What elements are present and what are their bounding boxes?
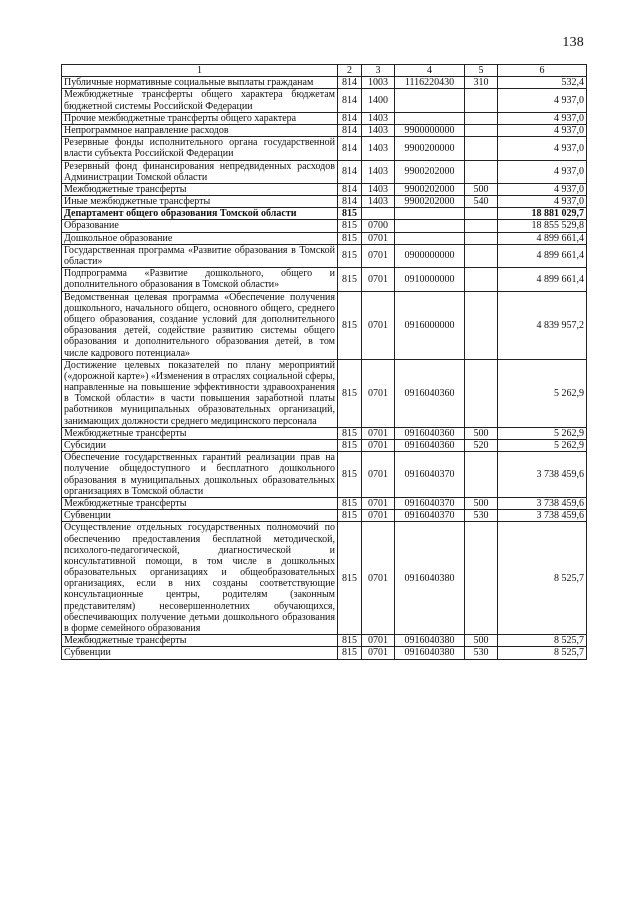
table-row	[62, 137, 587, 160]
row-expense-type-cell: 500	[465, 183, 498, 195]
row-gr-cell: 815	[338, 440, 362, 452]
row-expense-type-cell	[465, 160, 498, 183]
table-row	[62, 497, 587, 509]
row-expense-type-cell: 540	[465, 196, 498, 208]
row-amount-cell: 5 262,9	[498, 359, 587, 427]
row-expense-type-cell: 530	[465, 647, 498, 659]
row-section-cell: 0700	[362, 220, 395, 232]
row-target-cell	[395, 89, 465, 112]
row-target-cell: 1116220430	[395, 77, 465, 89]
row-gr-cell: 814	[338, 183, 362, 195]
row-target-cell: 0900000000	[395, 244, 465, 267]
row-gr-cell: 815	[338, 220, 362, 232]
table-row	[62, 232, 587, 244]
row-name-cell: Межбюджетные трансферты	[62, 497, 338, 509]
column-header-expense-type: 5	[465, 65, 498, 77]
row-amount-cell: 4 937,0	[498, 160, 587, 183]
row-amount-cell: 4 899 661,4	[498, 244, 587, 267]
row-target-cell: 9900202000	[395, 196, 465, 208]
row-gr-cell: 815	[338, 647, 362, 659]
table-row	[62, 510, 587, 522]
row-gr-cell: 815	[338, 497, 362, 509]
column-header-target: 4	[395, 65, 465, 77]
row-target-cell	[395, 208, 465, 220]
row-gr-cell: 815	[338, 291, 362, 359]
table-body	[62, 77, 587, 659]
table-row	[62, 124, 587, 136]
row-expense-type-cell	[465, 452, 498, 498]
row-gr-cell: 815	[338, 510, 362, 522]
row-expense-type-cell: 310	[465, 77, 498, 89]
row-amount-cell: 3 738 459,6	[498, 497, 587, 509]
row-name-cell: Подпрограмма «Развитие дошкольного, общего и дополнительного образования в Томской области»	[62, 268, 338, 291]
row-amount-cell: 4 937,0	[498, 112, 587, 124]
row-name-cell: Осуществление отдельных государственных полномочий по обеспечению предоставления бесплатной методической, психолого-педагогической, диагностической и консультативной помощи, в том числе в дошкольных образовательных организациях и общеобразовательных организациях, если в них созданы соответствующие консультационные центры, родителям (законным представителям) несовершеннолетних обучающихся, обеспечивающих получение детьми дошкольного образования в форме семейного образования	[62, 522, 338, 635]
row-name-cell: Межбюджетные трансферты общего характера бюджетам бюджетной системы Российской Федерации	[62, 89, 338, 112]
row-name-cell: Государственная программа «Развитие образования в Томской области»	[62, 244, 338, 267]
row-gr-cell: 815	[338, 244, 362, 267]
row-expense-type-cell: 500	[465, 497, 498, 509]
row-amount-cell: 18 881 029,7	[498, 208, 587, 220]
row-amount-cell: 5 262,9	[498, 427, 587, 439]
row-amount-cell: 4 937,0	[498, 183, 587, 195]
row-target-cell: 0910000000	[395, 268, 465, 291]
row-gr-cell: 815	[338, 635, 362, 647]
row-section-cell: 0701	[362, 232, 395, 244]
table-row	[62, 427, 587, 439]
row-gr-cell: 815	[338, 427, 362, 439]
row-expense-type-cell	[465, 359, 498, 427]
row-name-cell: Достижение целевых показателей по плану мероприятий («дорожной карте») «Изменения в отраслях социальной сферы, направленные на повышение эффективности здравоохранения в Томской области» в части повышения заработной платы работников муниципальных образовательных организаций, занимающих должности среднего медицинского персонала	[62, 359, 338, 427]
row-amount-cell: 4 839 957,2	[498, 291, 587, 359]
row-expense-type-cell	[465, 89, 498, 112]
row-name-cell: Дошкольное образование	[62, 232, 338, 244]
row-target-cell: 0916040370	[395, 497, 465, 509]
row-target-cell: 9900000000	[395, 124, 465, 136]
row-section-cell: 0701	[362, 427, 395, 439]
row-gr-cell: 815	[338, 268, 362, 291]
row-section-cell: 1403	[362, 196, 395, 208]
row-target-cell	[395, 232, 465, 244]
table-row	[62, 647, 587, 659]
table-row	[62, 291, 587, 359]
row-name-cell: Непрограммное направление расходов	[62, 124, 338, 136]
row-gr-cell: 815	[338, 452, 362, 498]
table-row	[62, 196, 587, 208]
table-row	[62, 160, 587, 183]
row-expense-type-cell	[465, 220, 498, 232]
row-name-cell: Субвенции	[62, 510, 338, 522]
row-name-cell: Иные межбюджетные трансферты	[62, 196, 338, 208]
row-name-cell: Прочие межбюджетные трансферты общего характера	[62, 112, 338, 124]
row-gr-cell: 814	[338, 160, 362, 183]
row-section-cell	[362, 208, 395, 220]
row-expense-type-cell: 500	[465, 635, 498, 647]
row-gr-cell: 814	[338, 124, 362, 136]
row-target-cell: 0916040380	[395, 635, 465, 647]
column-header-gr: 2	[338, 65, 362, 77]
row-gr-cell: 815	[338, 359, 362, 427]
row-expense-type-cell	[465, 124, 498, 136]
table-row	[62, 359, 587, 427]
row-gr-cell: 814	[338, 137, 362, 160]
table-row	[62, 208, 587, 220]
row-expense-type-cell	[465, 291, 498, 359]
row-amount-cell: 18 855 529,8	[498, 220, 587, 232]
row-expense-type-cell	[465, 208, 498, 220]
row-section-cell: 0701	[362, 268, 395, 291]
row-amount-cell: 8 525,7	[498, 647, 587, 659]
row-amount-cell: 532,4	[498, 77, 587, 89]
row-gr-cell: 814	[338, 196, 362, 208]
column-header-section: 3	[362, 65, 395, 77]
budget-table	[61, 64, 587, 660]
row-gr-cell: 815	[338, 208, 362, 220]
row-name-cell: Межбюджетные трансферты	[62, 183, 338, 195]
row-gr-cell: 815	[338, 232, 362, 244]
row-amount-cell: 8 525,7	[498, 522, 587, 635]
row-section-cell: 0701	[362, 647, 395, 659]
row-amount-cell: 8 525,7	[498, 635, 587, 647]
row-name-cell: Субвенции	[62, 647, 338, 659]
row-target-cell: 9900202000	[395, 160, 465, 183]
row-name-cell: Межбюджетные трансферты	[62, 635, 338, 647]
row-section-cell: 1403	[362, 160, 395, 183]
table-row	[62, 220, 587, 232]
row-section-cell: 1003	[362, 77, 395, 89]
row-amount-cell: 3 738 459,6	[498, 510, 587, 522]
row-amount-cell: 4 937,0	[498, 89, 587, 112]
row-section-cell: 0701	[362, 440, 395, 452]
row-target-cell: 0916040370	[395, 452, 465, 498]
row-target-cell	[395, 220, 465, 232]
table-row	[62, 452, 587, 498]
table-row	[62, 440, 587, 452]
row-expense-type-cell	[465, 268, 498, 291]
row-target-cell: 9900202000	[395, 183, 465, 195]
table-row	[62, 89, 587, 112]
row-target-cell: 0916040380	[395, 647, 465, 659]
row-amount-cell: 5 262,9	[498, 440, 587, 452]
row-section-cell: 1400	[362, 89, 395, 112]
row-amount-cell: 4 899 661,4	[498, 268, 587, 291]
row-gr-cell: 814	[338, 112, 362, 124]
row-section-cell: 0701	[362, 510, 395, 522]
row-name-cell: Департамент общего образования Томской области	[62, 208, 338, 220]
row-expense-type-cell: 530	[465, 510, 498, 522]
row-amount-cell: 4 937,0	[498, 196, 587, 208]
row-name-cell: Резервные фонды исполнительного органа государственной власти субъекта Российской Федерации	[62, 137, 338, 160]
table-row	[62, 268, 587, 291]
row-expense-type-cell: 500	[465, 427, 498, 439]
row-section-cell: 0701	[362, 452, 395, 498]
row-amount-cell: 3 738 459,6	[498, 452, 587, 498]
row-section-cell: 0701	[362, 635, 395, 647]
row-expense-type-cell	[465, 244, 498, 267]
row-expense-type-cell	[465, 112, 498, 124]
page-number: 138	[562, 35, 584, 50]
row-section-cell: 0701	[362, 497, 395, 509]
row-section-cell: 0701	[362, 291, 395, 359]
row-section-cell: 0701	[362, 522, 395, 635]
row-expense-type-cell: 520	[465, 440, 498, 452]
row-name-cell: Публичные нормативные социальные выплаты гражданам	[62, 77, 338, 89]
row-gr-cell: 814	[338, 77, 362, 89]
row-target-cell: 0916040360	[395, 440, 465, 452]
row-target-cell: 0916040370	[395, 510, 465, 522]
row-name-cell: Образование	[62, 220, 338, 232]
row-section-cell: 1403	[362, 124, 395, 136]
column-header-name: 1	[62, 65, 338, 77]
row-section-cell: 1403	[362, 183, 395, 195]
row-name-cell: Межбюджетные трансферты	[62, 427, 338, 439]
row-section-cell: 0701	[362, 359, 395, 427]
row-target-cell: 0916040380	[395, 522, 465, 635]
row-amount-cell: 4 937,0	[498, 124, 587, 136]
row-target-cell: 9900200000	[395, 137, 465, 160]
table-row	[62, 244, 587, 267]
row-expense-type-cell	[465, 522, 498, 635]
row-gr-cell: 815	[338, 522, 362, 635]
row-section-cell: 1403	[362, 137, 395, 160]
row-expense-type-cell	[465, 137, 498, 160]
row-target-cell: 0916040360	[395, 359, 465, 427]
row-amount-cell: 4 899 661,4	[498, 232, 587, 244]
row-name-cell: Обеспечение государственных гарантий реализации прав на получение общедоступного и бесплатного дошкольного образования в муниципальных дошкольных образовательных организациях в Томской области	[62, 452, 338, 498]
table-row	[62, 183, 587, 195]
row-target-cell: 0916040360	[395, 427, 465, 439]
table-header-row	[62, 65, 587, 77]
row-section-cell: 1403	[362, 112, 395, 124]
table-row	[62, 112, 587, 124]
row-target-cell: 0916000000	[395, 291, 465, 359]
column-header-amount: 6	[498, 65, 587, 77]
row-name-cell: Ведомственная целевая программа «Обеспечение получения дошкольного, начального общего, основного общего, среднего общего образования, создание условий для дополнительного образования детей, содействие развитию системы общего образования и дополнительного образования детей, в том числе кадрового потенциала»	[62, 291, 338, 359]
table-row	[62, 522, 587, 635]
row-gr-cell: 814	[338, 89, 362, 112]
row-name-cell: Резервный фонд финансирования непредвиденных расходов Администрации Томской области	[62, 160, 338, 183]
row-name-cell: Субсидии	[62, 440, 338, 452]
row-target-cell	[395, 112, 465, 124]
row-expense-type-cell	[465, 232, 498, 244]
row-amount-cell: 4 937,0	[498, 137, 587, 160]
table-row	[62, 77, 587, 89]
table-row	[62, 635, 587, 647]
row-section-cell: 0701	[362, 244, 395, 267]
